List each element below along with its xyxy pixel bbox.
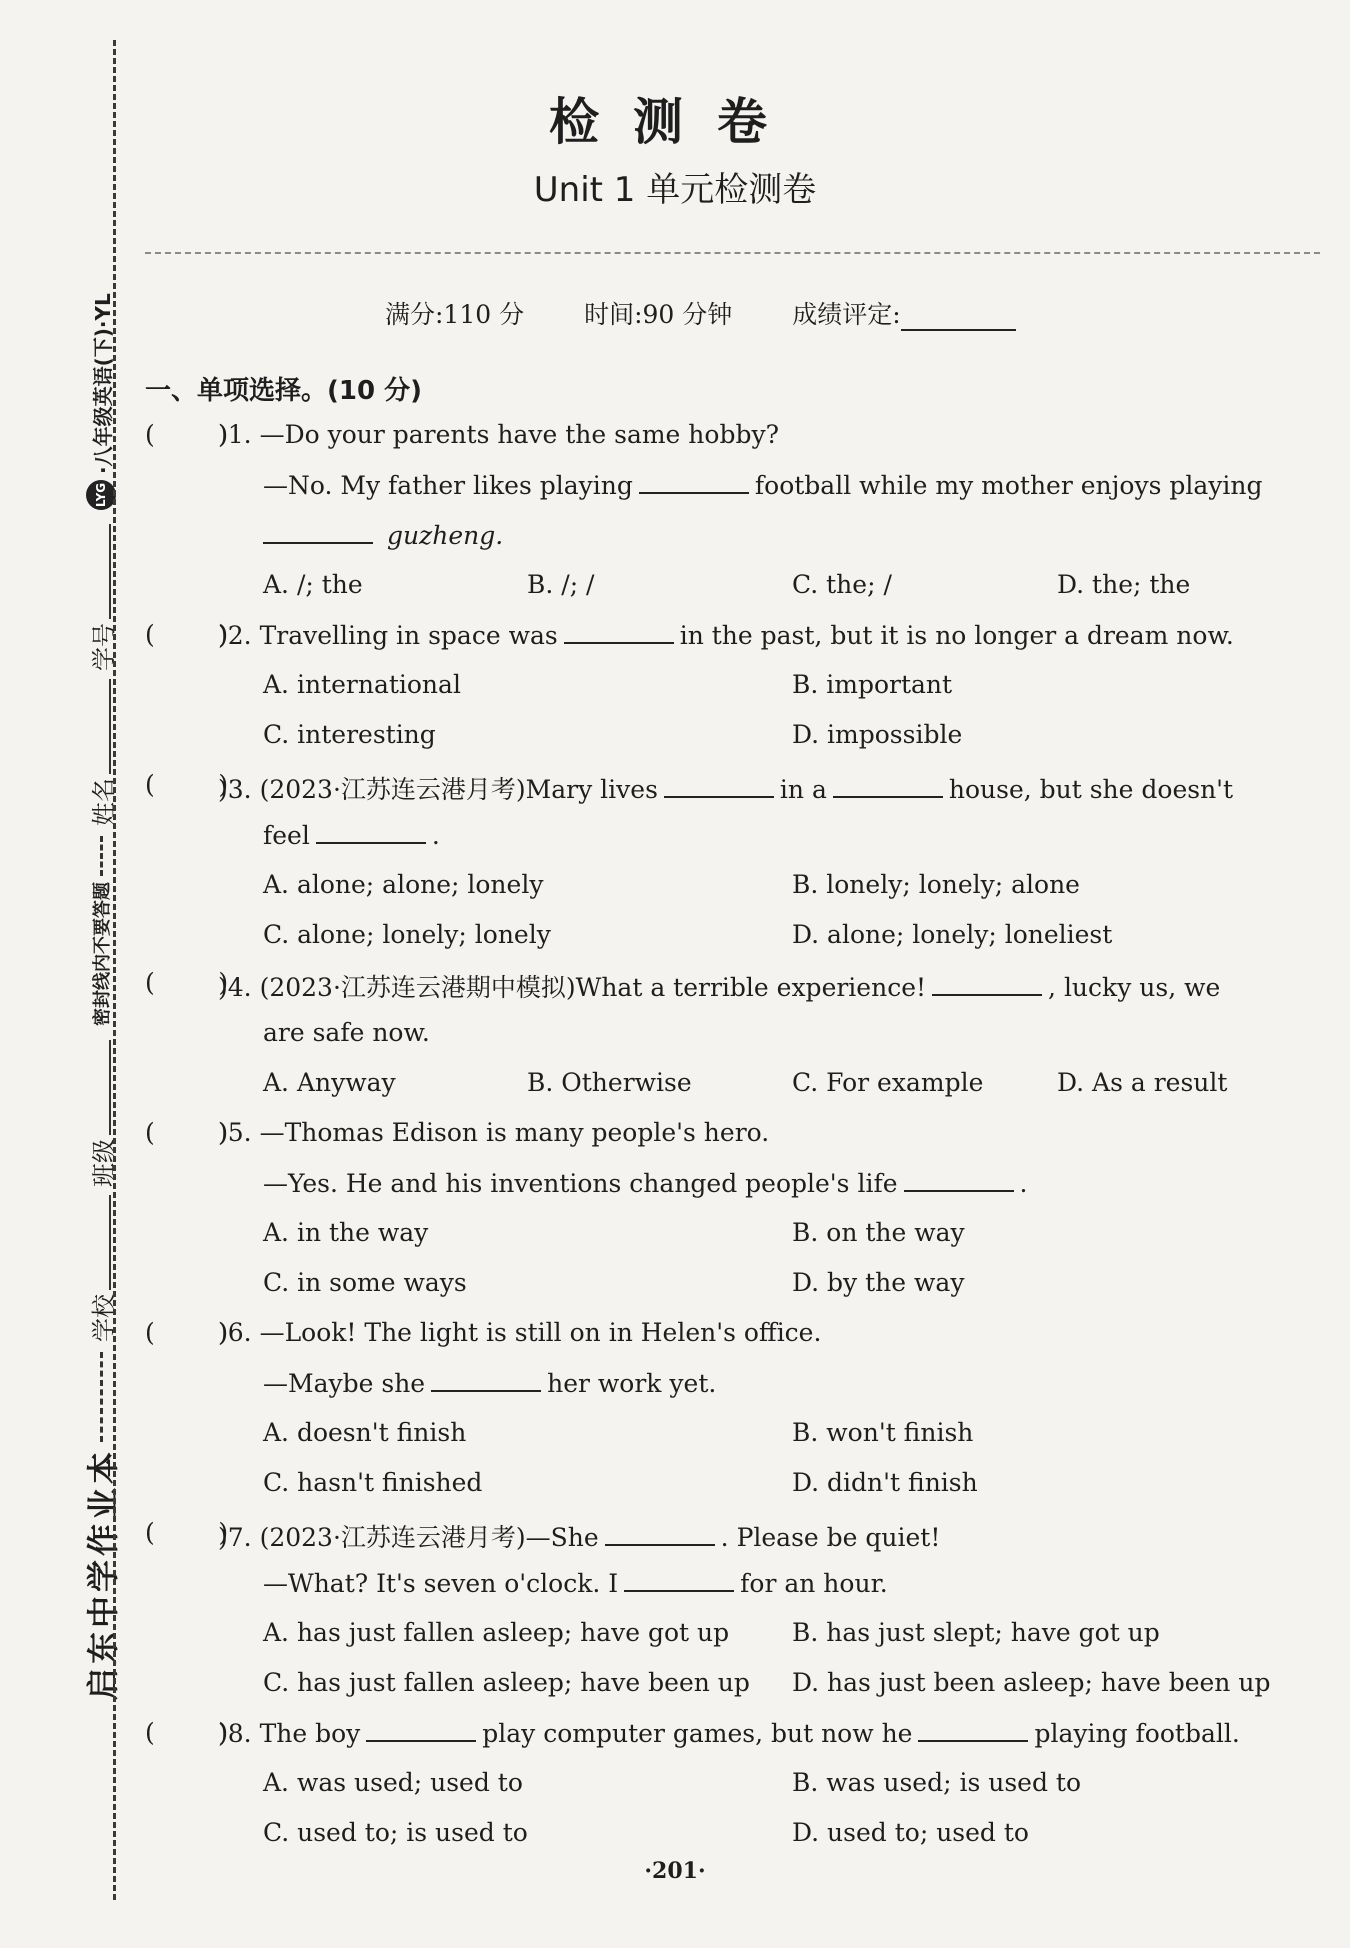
answer-blank[interactable] [639, 470, 749, 494]
option-c[interactable]: C. in some ways [263, 1268, 467, 1297]
answer-bracket[interactable]: ( ) [145, 1718, 229, 1747]
lyg-logo: LYG [86, 480, 116, 510]
answer-blank[interactable] [605, 1522, 715, 1546]
student-id-blank[interactable] [91, 524, 111, 619]
option-b[interactable]: B. on the way [792, 1218, 965, 1247]
option-a[interactable]: A. was used; used to [263, 1768, 523, 1797]
answer-blank[interactable] [918, 1718, 1028, 1742]
option-b[interactable]: B. lonely; lonely; alone [792, 870, 1080, 899]
exam-page: 启东中学作业本 学校 班级 密封线内不要答题 姓名 学号 LYG ·八年级英语(下)·YL 检测卷 Unit 1 单元检测卷 满分:110 分 时间:90 分钟 成绩评定: 一、单项选择。(10 分) ( ) )1. —Do your parents have the same hobby? —No. My father likes playing football while my mother enjoys playing guzheng. A. /; the B. /; / C. the; / D. the; the ( ) )2. Travelling in space was in the past, but it is no longer a dream now. A. international B. important C. interesting D. impossible ( ) )3. (2023·江苏连云港月考)Mary lives in a house, but she doesn't feel . A. alone; alone; lonely B. lonely; lonely; alone C. alone; lonely; lonely D. alone; lonely; loneliest ( ) )4. (2023·江苏连云港期中模拟)What a terrible experience! , lucky us, we are safe now. A. Anyway B. Otherwise C. For example D. As a result ( ) )5. —Thomas Edison is many people's hero. —Yes. He and his inventions changed people's life . A. in the way B. on the way C. in some ways D. by the way ( ) )6. —Look! The light is still on in Helen's office. —Maybe she her work yet. A. doesn't finish B. won't finish C. hasn't finished D. didn't finish ( ) )7. (2023·江苏连云港月考)—She . Please be quiet! —What? It's seven o'clock. I for an hour. A. has just fallen asleep; have got up B. has just slept; have got up C. has just fallen asleep; have been up D. has just been asleep; have been up ( ) )8. The boy play computer games, but now he playing football. A. was used; used to B. was used; is used to C. used to; is used to D. used to; used to ·201· [0, 0, 1350, 1948]
score-info [385, 295, 1016, 331]
option-b[interactable]: B. was used; is used to [792, 1768, 1081, 1797]
option-a[interactable]: A. in the way [263, 1218, 429, 1247]
answer-blank[interactable] [564, 620, 674, 644]
page-subtitle: Unit 1 单元检测卷 [533, 170, 817, 210]
option-a[interactable]: A. doesn't finish [263, 1418, 467, 1447]
class-label: 班级 [89, 1138, 118, 1187]
class-blank[interactable] [91, 1040, 111, 1135]
question-stem: )1. —Do your parents have the same hobby? [218, 420, 779, 449]
option-a[interactable]: A. has just fallen asleep; have got up [263, 1618, 730, 1647]
option-b[interactable]: B. important [792, 670, 953, 699]
answer-blank[interactable] [316, 820, 426, 844]
option-a[interactable]: A. Anyway [263, 1068, 396, 1097]
section-heading: 一、单项选择。(10 分) [145, 376, 422, 406]
option-b[interactable]: B. Otherwise [527, 1068, 692, 1097]
option-c[interactable]: C. has just fallen asleep; have been up [263, 1668, 750, 1697]
option-c[interactable]: C. alone; lonely; lonely [263, 920, 551, 949]
seal-line-note: 密封线内不要答题 [92, 881, 113, 1026]
grade-blank[interactable] [901, 305, 1016, 331]
answer-bracket[interactable]: ( ) [145, 620, 229, 649]
answer-bracket[interactable]: ( ) [145, 1318, 229, 1347]
answer-bracket[interactable]: ( ) [145, 968, 229, 997]
option-d[interactable]: D. As a result [1057, 1068, 1228, 1097]
page-number: ·201· [644, 1858, 706, 1884]
answer-blank[interactable] [431, 1368, 541, 1392]
option-d[interactable]: D. used to; used to [792, 1818, 1029, 1847]
grade-field: 成绩评定: [792, 295, 1015, 331]
student-id-label: 学号 [89, 622, 118, 671]
answer-bracket[interactable]: ( ) [145, 770, 229, 799]
option-b[interactable]: B. won't finish [792, 1418, 974, 1447]
answer-blank[interactable] [664, 774, 774, 798]
option-d[interactable]: D. the; the [1057, 570, 1191, 599]
school-blank[interactable] [91, 1195, 111, 1290]
school-label: 学校 [89, 1293, 118, 1342]
option-c[interactable]: C. For example [792, 1068, 984, 1097]
seal-dashed-line [113, 40, 116, 1900]
option-c[interactable]: C. interesting [263, 720, 436, 749]
name-label: 姓名 [89, 777, 118, 826]
option-a[interactable]: A. alone; alone; lonely [263, 870, 544, 899]
name-blank[interactable] [91, 679, 111, 774]
page-title: 检测卷 [549, 93, 801, 151]
answer-blank[interactable] [624, 1568, 734, 1592]
full-score: 满分:110 分 [385, 300, 525, 329]
binding-margin [0, 0, 122, 1948]
series-label: ·八年级英语(下)·YL [90, 293, 115, 474]
header-divider [145, 252, 1320, 254]
answer-bracket[interactable]: ( ) [145, 1518, 229, 1547]
option-b[interactable]: B. /; / [527, 570, 595, 599]
option-b[interactable]: B. has just slept; have got up [792, 1618, 1160, 1647]
option-d[interactable]: D. has just been asleep; have been up [792, 1668, 1271, 1697]
answer-blank[interactable] [263, 520, 373, 544]
time-limit: 时间:90 分钟 [584, 300, 733, 329]
option-c[interactable]: C. the; / [792, 570, 892, 599]
binding-strip-text [78, 293, 124, 1700]
option-c[interactable]: C. used to; is used to [263, 1818, 528, 1847]
answer-blank[interactable] [904, 1168, 1014, 1192]
answer-blank[interactable] [833, 774, 943, 798]
answer-blank[interactable] [932, 972, 1042, 996]
answer-bracket[interactable]: ( ) [145, 1118, 229, 1147]
option-d[interactable]: D. by the way [792, 1268, 965, 1297]
answer-blank[interactable] [366, 1718, 476, 1742]
answer-bracket[interactable]: ( ) [145, 420, 229, 449]
option-a[interactable]: A. international [263, 670, 461, 699]
option-d[interactable]: D. impossible [792, 720, 963, 749]
option-c[interactable]: C. hasn't finished [263, 1468, 483, 1497]
workbook-name: 启东中学作业本 [84, 1447, 122, 1700]
option-a[interactable]: A. /; the [263, 570, 363, 599]
option-d[interactable]: D. didn't finish [792, 1468, 978, 1497]
option-d[interactable]: D. alone; lonely; loneliest [792, 920, 1113, 949]
